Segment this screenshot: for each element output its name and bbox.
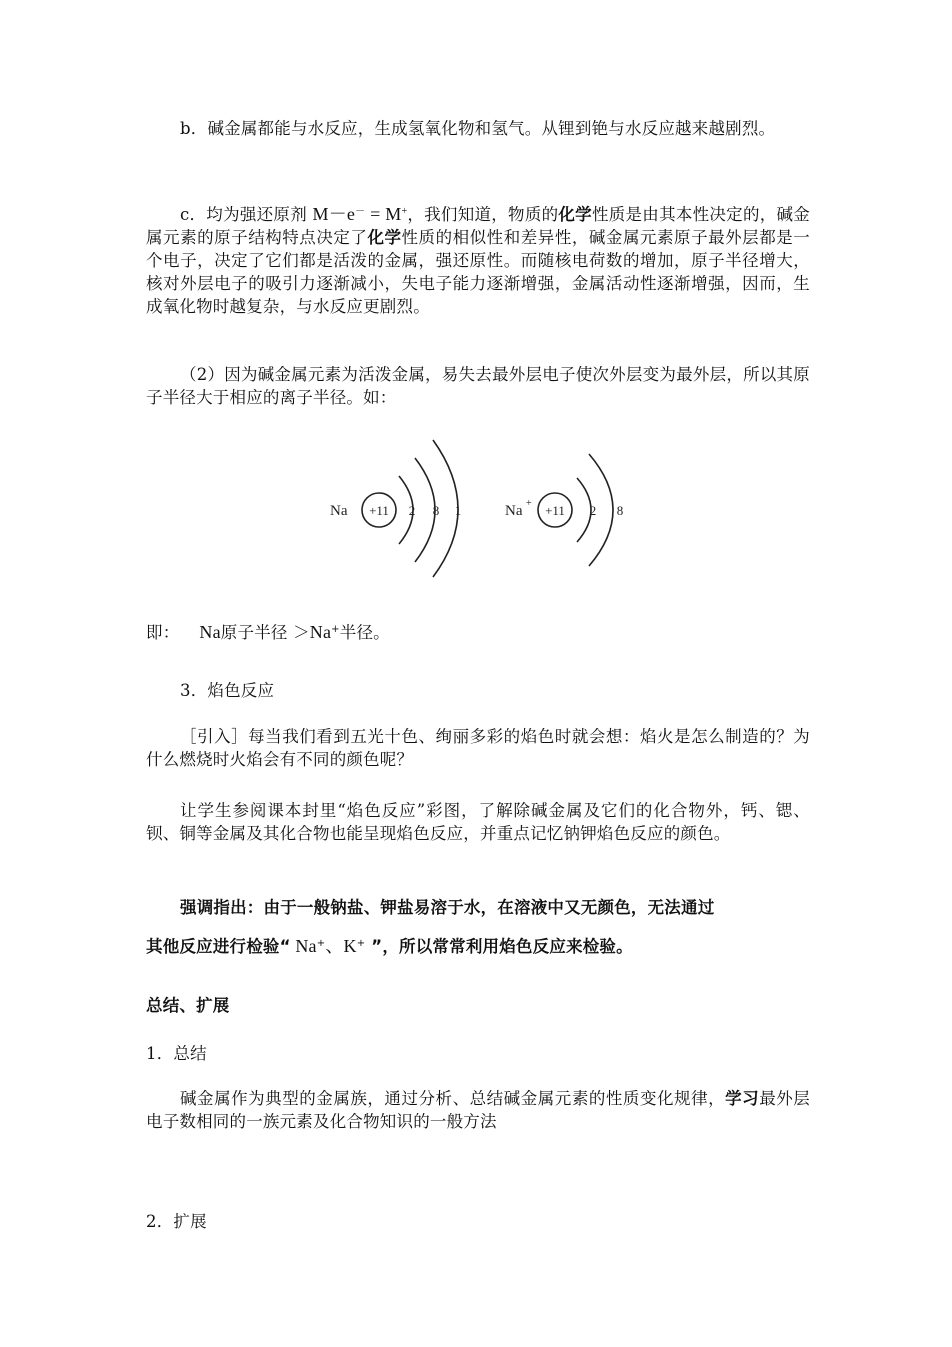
summary-bold-learn: 学习 — [725, 1089, 760, 1108]
summary-extension-heading: 总结、扩展 — [146, 996, 230, 1015]
summary-text-2: 最外层电子数相同的一族元素及化合物知识的一般方法 — [146, 1089, 810, 1131]
heading-flame-test: 3．焰色反应 — [180, 681, 275, 700]
na-shell-3-count: 1 — [454, 503, 462, 518]
radius-ion-text: 半径。 — [339, 623, 390, 642]
paragraph-c-text-1: ，我们知道，物质的 — [407, 205, 559, 224]
students-paragraph: 让学生参阅课本封里“焰色反应”彩图，了解除碱金属及它们的化合物外，钙、锶、钡、铜等金属及其化合物也能呈现焰色反应，并重点记忆钠钾焰色反应的颜色。 — [146, 801, 810, 843]
radius-atom-text: 原子半径 — [220, 623, 288, 642]
emphasis-k: 、K — [325, 936, 357, 956]
formula-left: M－e — [312, 204, 356, 224]
radius-ion-charge: + — [331, 624, 340, 635]
emphasis-text-b: ”，所以常常利用焰色反应来检验。 — [365, 937, 633, 956]
emphasis-na: Na — [290, 936, 317, 956]
radius-prefix: 即： — [146, 623, 180, 642]
radius-comparison-line — [146, 621, 810, 644]
na-shell-1-count: 2 — [408, 503, 416, 518]
paragraph-c — [146, 203, 810, 318]
sodium-ion-diagram — [505, 454, 623, 566]
summary-paragraph — [146, 1087, 810, 1133]
paragraph-c-text-2: 性质是由其本性决定的，碱金属元素的原子结构特点决定了 — [146, 205, 810, 247]
paragraph-c-lead: c．均为强还原剂 — [180, 205, 307, 224]
heading-extension: 2．扩展 — [146, 1212, 207, 1231]
na-ion-charge: + — [526, 498, 532, 509]
na-atom-label: Na — [330, 503, 348, 519]
na-ion-label: Na — [505, 503, 523, 519]
paragraph-2: （2）因为碱金属元素为活泼金属，易失去最外层电子使次外层变为最外层，所以其原子半径大于相应的离子半径。如： — [146, 365, 810, 407]
formula-right: = M — [365, 204, 402, 224]
atom-ion-structure-diagram — [315, 432, 655, 582]
intro-paragraph: ［引入］每当我们看到五光十色、绚丽多彩的焰色时就会想：焰火是怎么制造的？为什么燃烧时火焰会有不同的颜色呢？ — [146, 727, 810, 769]
emphasis-line-2 — [146, 935, 810, 958]
paragraph-c-text-3: 性质的相似性和差异性，碱金属元素原子最外层都是一个电子，决定了它们都是活泼的金属，强还原性。而随核电荷数的增加，原子半径增大，核对外层电子的吸引力逐渐减小，失电子能力逐渐增强，金属活动性逐渐增强，因而，生成氧化物时越复杂，与水反应更剧烈。 — [146, 228, 810, 316]
emphasis-na-charge: + — [316, 938, 326, 949]
na-ion-shell-2-count: 8 — [616, 503, 624, 518]
bold-chemistry-1: 化学 — [558, 205, 592, 224]
formula-electron-charge: － — [355, 206, 366, 217]
na-nucleus-charge: +11 — [369, 503, 389, 518]
na-ion-shell-1-count: 2 — [589, 503, 597, 518]
paragraph-b: b．碱金属都能与水反应，生成氢氧化物和氢气。从锂到铯与水反应越来越剧烈。 — [180, 119, 776, 138]
radius-na-ion: Na — [309, 622, 332, 642]
bold-chemistry-2: 化学 — [367, 228, 402, 247]
emphasis-text-a: 其他反应进行检验“ — [146, 937, 291, 956]
emphasis-line-1: 强调指出：由于一般钠盐、钾盐易溶于水，在溶液中又无颜色，无法通过 — [180, 898, 715, 917]
heading-summary: 1．总结 — [146, 1044, 207, 1063]
radius-na-atom: Na — [199, 622, 221, 642]
sodium-atom-diagram — [330, 440, 461, 577]
formula-ion-charge: + — [401, 206, 408, 217]
summary-text-1: 碱金属作为典型的金属族，通过分析、总结碱金属元素的性质变化规律， — [180, 1089, 726, 1108]
reduction-formula — [313, 204, 408, 224]
na-ion-nucleus-charge: +11 — [545, 503, 565, 518]
radius-greater-than: ＞ — [293, 623, 310, 642]
emphasis-k-charge: + — [356, 938, 366, 949]
na-shell-2-count: 8 — [432, 503, 440, 518]
